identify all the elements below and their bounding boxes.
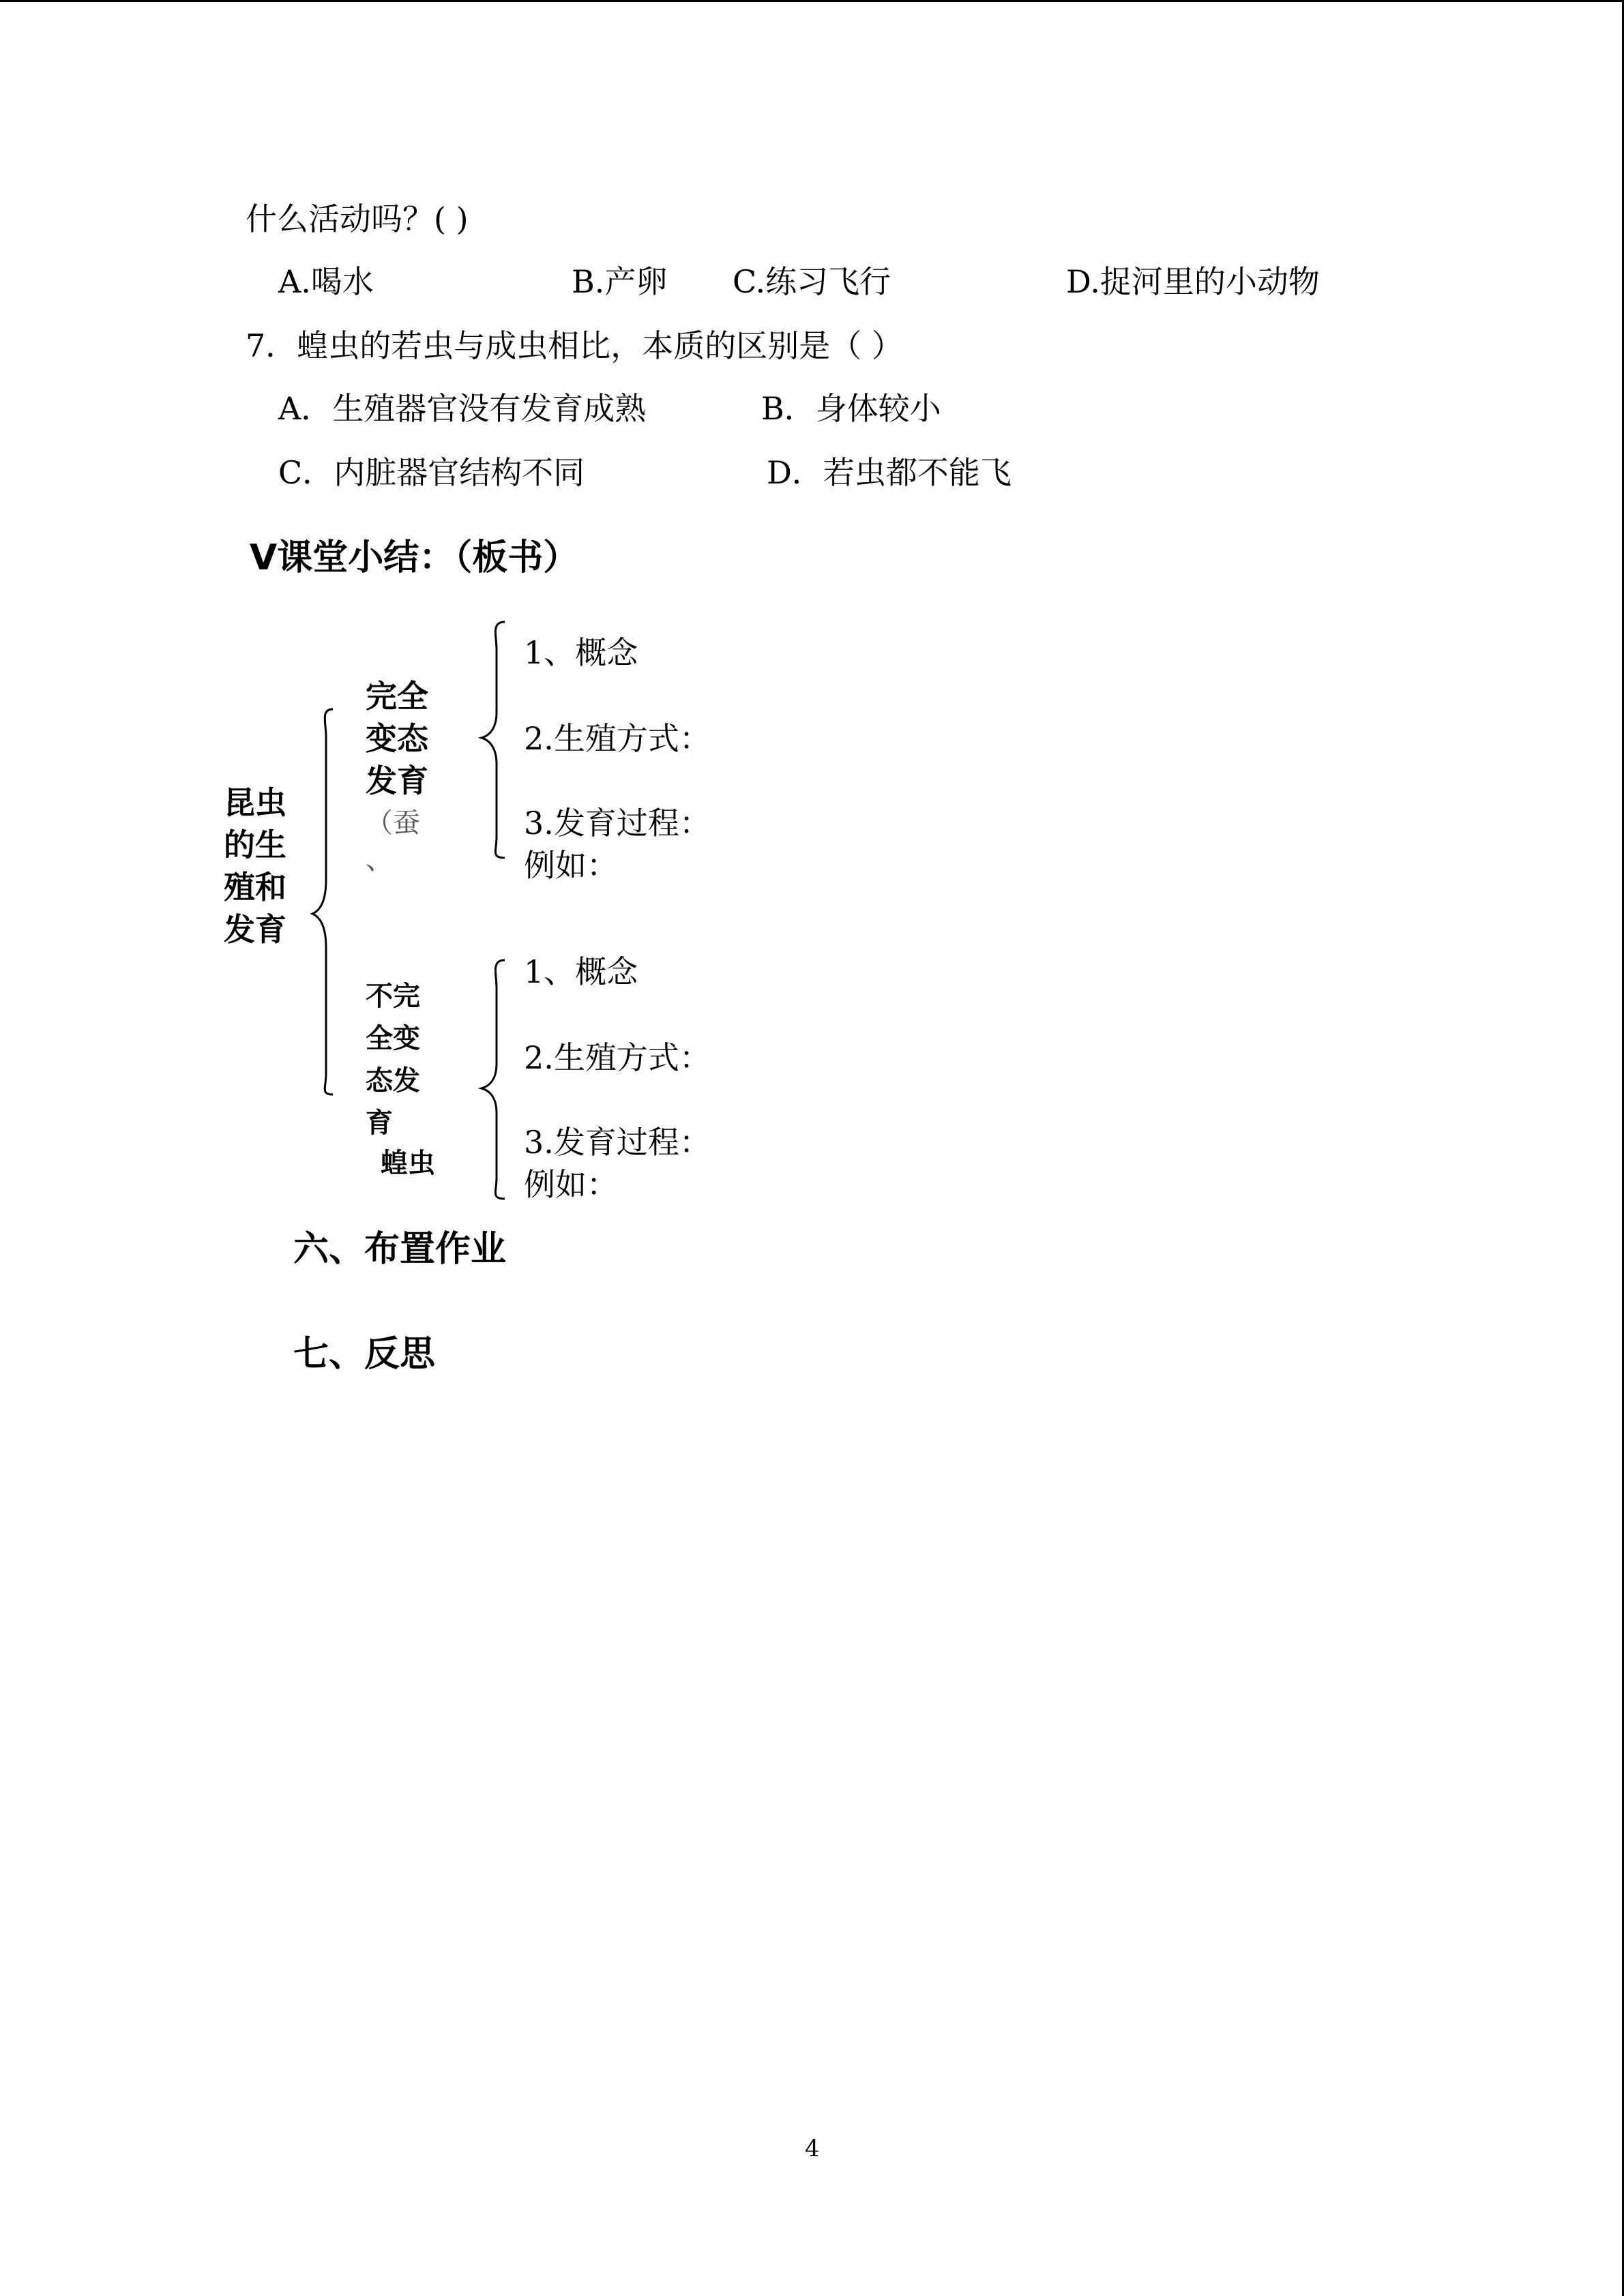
q6-option-c: C.练习飞行: [733, 263, 891, 300]
incomplete-item-reproduction: 2.生殖方式：: [524, 1039, 711, 1076]
reflection-heading: 七、反思: [293, 1334, 436, 1375]
root-node: [224, 781, 286, 951]
q6-option-a: A.喝水: [278, 263, 374, 300]
complete-brace: [482, 622, 505, 858]
complete-metamorphosis-node: [366, 675, 428, 802]
question-7-stem: 7．蝗虫的若虫与成虫相比，本质的区别是（ ）: [246, 327, 903, 364]
q6-option-d: D.捉河里的小动物: [1066, 263, 1320, 300]
question-6-tail: 什么活动吗？( ): [246, 200, 469, 237]
complete-title-line-1: 完全: [366, 678, 428, 715]
root-brace: [312, 709, 333, 1094]
incomplete-metamorphosis-node: [366, 975, 420, 1144]
complete-example-note: [366, 805, 420, 878]
root-line-1: 昆虫: [224, 784, 286, 821]
q7-option-b: B．身体较小: [761, 390, 941, 427]
incomplete-item-concept: 1、概念: [524, 953, 638, 990]
summary-heading: Ⅴ课堂小结：（板书）: [250, 537, 579, 578]
complete-item-example: 例如：: [524, 847, 618, 884]
complete-item-reproduction: 2.生殖方式：: [524, 720, 711, 757]
q7-option-c: C．内脏器官结构不同: [278, 454, 585, 491]
complete-item-development: 3.发育过程：: [524, 805, 711, 841]
incomplete-title-line-3: 态发: [366, 1065, 420, 1097]
complete-title-line-2: 变态: [366, 720, 428, 757]
complete-title-line-3: 发育: [366, 762, 428, 799]
complete-item-concept: 1、概念: [524, 634, 638, 671]
root-line-4: 发育: [224, 911, 286, 948]
complete-note-line-1: （蚕: [366, 807, 420, 839]
homework-heading: 六、布置作业: [293, 1229, 507, 1270]
q6-option-b: B.产卵: [572, 263, 668, 300]
complete-note-line-2: 、: [366, 844, 393, 876]
incomplete-brace: [482, 960, 505, 1199]
root-line-3: 殖和: [224, 869, 286, 906]
incomplete-example: 蝗虫: [381, 1148, 435, 1179]
q7-option-a: A．生殖器官没有发育成熟: [278, 390, 647, 427]
root-line-2: 的生: [224, 826, 286, 863]
incomplete-item-development: 3.发育过程：: [524, 1124, 711, 1161]
page-number: 4: [805, 2135, 820, 2162]
incomplete-title-line-1: 不完: [366, 981, 420, 1012]
q7-option-d: D．若虫都不能飞: [767, 454, 1012, 491]
incomplete-title-line-4: 育: [366, 1107, 393, 1139]
incomplete-title-line-2: 全变: [366, 1023, 420, 1054]
incomplete-item-example: 例如：: [524, 1166, 618, 1203]
